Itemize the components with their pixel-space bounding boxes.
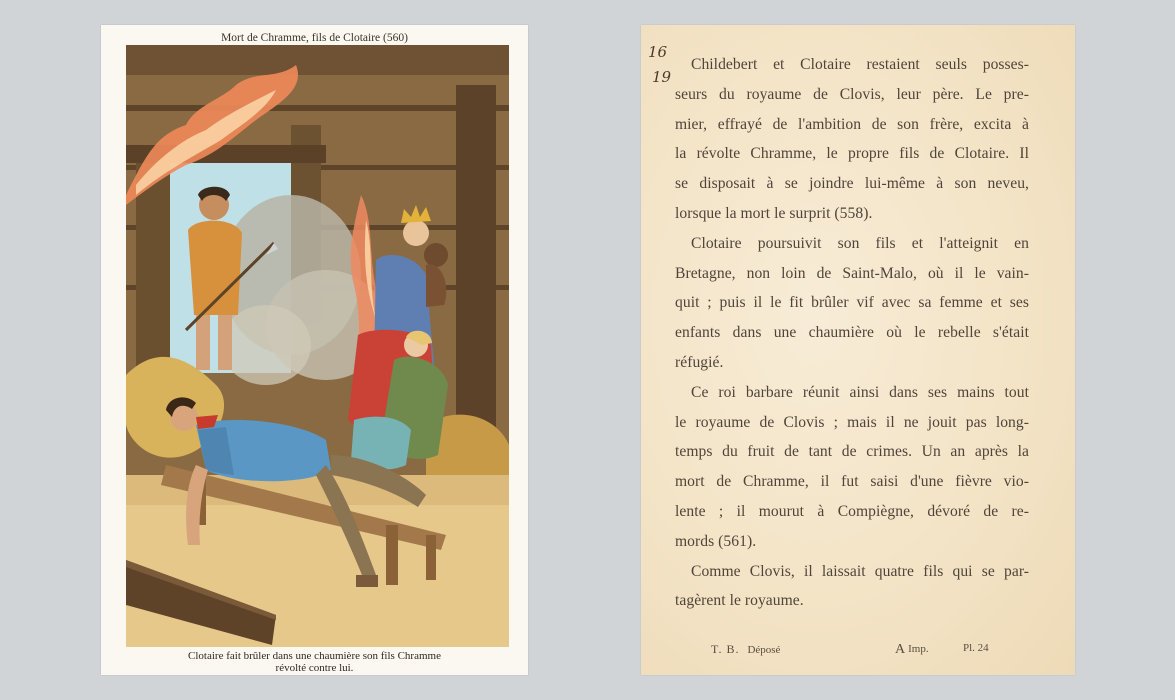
handwritten-number: 16 [648, 43, 668, 61]
text-line: le royaume de Clovis ; mais il ne jouit pas long- [675, 413, 1029, 431]
history-text [675, 50, 1029, 616]
text-line: mords (561). [675, 532, 757, 550]
illustration-drawing [126, 45, 509, 647]
caption-line: Clotaire fait brûler dans une chaumière son fils Chramme [188, 650, 441, 662]
publisher-mark [711, 642, 780, 657]
card-back [641, 25, 1075, 675]
text-line: Clotaire poursuivit son fils et l'atteignit en [691, 234, 1029, 252]
card-caption [121, 650, 508, 674]
text-line: réfugié. [675, 353, 724, 371]
illustration [126, 45, 509, 647]
handwritten-numbers [648, 40, 671, 90]
text-line: la révolte Chramme, le propre fils de Clotaire. Il [675, 145, 1029, 163]
card-footer [641, 642, 1075, 658]
text-line: Bretagne, non loin de Saint-Malo, où il le vain- [675, 264, 1029, 282]
text-line: tagèrent le royaume. [675, 592, 804, 610]
text-line: Comme Clovis, il laissait quatre fils qui se par- [691, 562, 1029, 580]
publisher-initials: T. B. [711, 642, 740, 656]
text-line: Childebert et Clotaire restaient seuls posses- [691, 56, 1029, 73]
text-line: lente ; il mourut à Compiègne, dévoré de re- [675, 502, 1029, 520]
plate-number: Pl. 24 [963, 642, 989, 654]
text-line: se disposait à se joindre lui-même à son neveu, [675, 175, 1029, 193]
caption-line: révolté contre lui. [275, 662, 354, 674]
text-line: seurs du royaume de Clovis, leur père. Le pre- [675, 85, 1029, 103]
text-line: lorsque la mort le surprit (558). [675, 204, 873, 222]
text-line: mier, effrayé de l'ambition de son frère, excita à [675, 115, 1029, 133]
card-front [101, 25, 528, 675]
text-line: enfants dans une chaumière où le rebelle s'était [675, 324, 1029, 342]
imp-label: Imp. [908, 643, 929, 655]
text-line: temps du fruit de tant de crimes. Un an après la [675, 443, 1029, 461]
text-line: Ce roi barbare réunit ainsi dans ses mains tout [691, 383, 1029, 401]
depose-label: Déposé [747, 644, 781, 656]
printer-mark [895, 642, 929, 658]
text-line: quit ; puis il le fit brûler vif avec sa femme et ses [675, 294, 1029, 312]
printer-logo-icon: A [895, 642, 906, 657]
text-line: mort de Chramme, il fut saisi d'une fièvre vio- [675, 473, 1029, 491]
card-title: Mort de Chramme, fils de Clotaire (560) [221, 32, 408, 44]
handwritten-number: 19 [652, 68, 672, 86]
